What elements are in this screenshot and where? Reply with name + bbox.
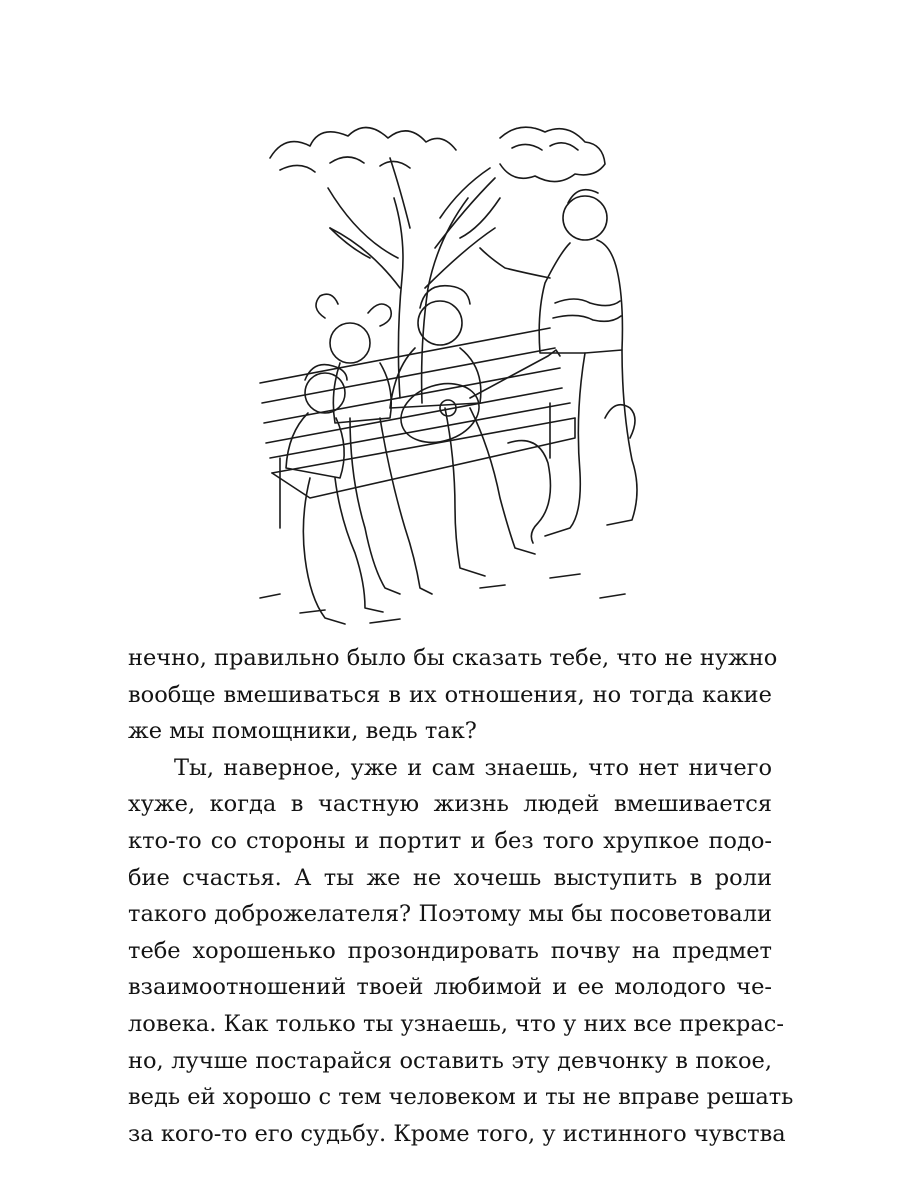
text-line: тебе хорошенько прозондировать почву на предмет	[128, 937, 772, 964]
text-line: бие счастья. А ты же не хочешь выступить в роли	[128, 864, 772, 891]
text-line: нечно, правильно было бы сказать тебе, что не нужно	[128, 645, 778, 671]
text-line: кто-то со стороны и портит и без того хрупкое подо-	[128, 827, 772, 854]
people-on-bench-illustration	[250, 118, 650, 633]
text-line: но, лучше постарайся оставить эту девчонку в покое,	[128, 1047, 772, 1074]
body-text	[128, 640, 794, 1152]
text-line: ведь ей хорошо с тем человеком и ты не вправе решать	[128, 1084, 794, 1111]
text-line: же мы помощники, ведь так?	[128, 718, 477, 745]
text-line: хуже, когда в частную жизнь людей вмешивается	[128, 791, 772, 818]
text-line: Ты, наверное, уже и сам знаешь, что нет ничего	[174, 754, 772, 781]
text-line: за кого-то его судьбу. Кроме того, у истинного чувства	[128, 1120, 786, 1147]
text-line: такого доброжелателя? Поэтому мы бы посоветовали	[128, 901, 772, 928]
text-line: взаимоотношений твоей любимой и ее молодого че-	[128, 974, 772, 1001]
text-line: вообще вмешиваться в их отношения, но тогда какие	[128, 681, 772, 708]
text-line: ловека. Как только ты узнаешь, что у них все прекрас-	[128, 1010, 784, 1037]
